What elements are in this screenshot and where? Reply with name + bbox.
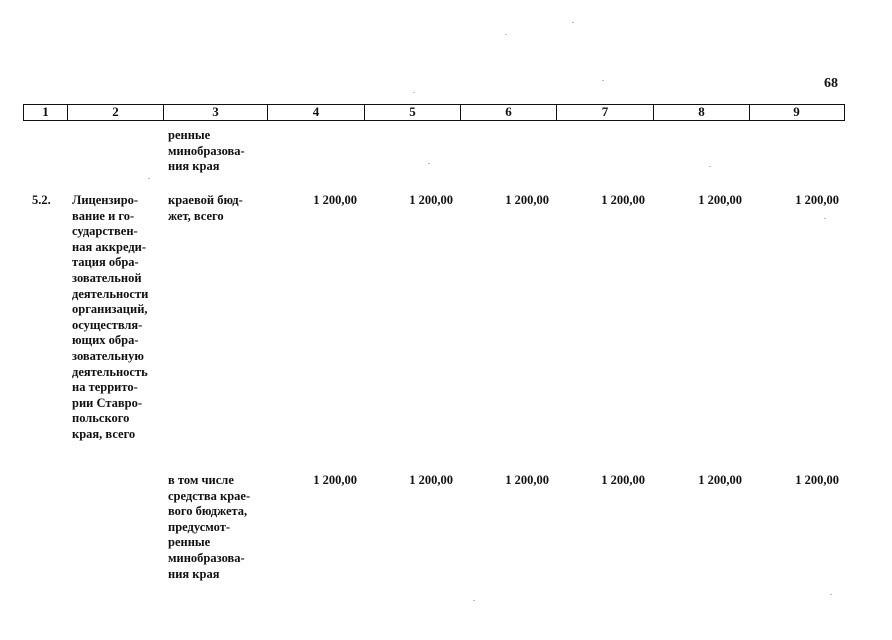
column-header-3: 3 [163,105,267,120]
subrow-value-col8: 1 200,00 [698,473,742,487]
scan-speck [148,178,150,179]
subrow-source: в том числе средства крае- вого бюджета, предусмот- ренные минобразова- ния края [168,473,251,581]
column-header-1: 1 [42,104,49,119]
column-header-2: 2 [67,105,163,120]
row-source: краевой бюд- жет, всего [168,193,243,223]
column-header-5: 5 [364,105,460,120]
continuation-source-text: ренные минобразова- ния края [168,128,245,174]
scan-speck [473,600,475,601]
row-value-col7: 1 200,00 [601,193,645,207]
scan-speck [824,218,826,219]
scan-speck [602,80,604,81]
column-header-9: 9 [749,105,843,120]
column-header-8: 8 [653,105,749,120]
scan-speck [428,163,430,164]
scan-speck [830,594,832,595]
row-value-col6: 1 200,00 [505,193,549,207]
column-header-4: 4 [267,105,364,120]
scan-speck [505,34,507,35]
scan-speck [572,22,574,23]
row-value-col5: 1 200,00 [409,193,453,207]
column-header-6: 6 [460,105,556,120]
row-value-col4: 1 200,00 [313,193,357,207]
scan-speck [709,166,711,167]
row-value-col8: 1 200,00 [698,193,742,207]
subrow-value-col4: 1 200,00 [313,473,357,487]
row-name: Лицензиро- вание и го- сударствен- ная аккреди- тация обра- зовательной деятельности организаций, осуществля- ющих обра- зовательную деятельность на террито- рии Ставро- польского края, всего [72,193,149,441]
subrow-value-col5: 1 200,00 [409,473,453,487]
subrow-value-col6: 1 200,00 [505,473,549,487]
page-number: 68 [824,76,838,91]
scan-speck [413,92,415,93]
table-header-row [23,104,845,121]
subrow-value-col9: 1 200,00 [795,473,839,487]
column-header-7: 7 [556,105,653,120]
subrow-value-col7: 1 200,00 [601,473,645,487]
row-value-col9: 1 200,00 [795,193,839,207]
row-code: 5.2. [32,193,51,207]
